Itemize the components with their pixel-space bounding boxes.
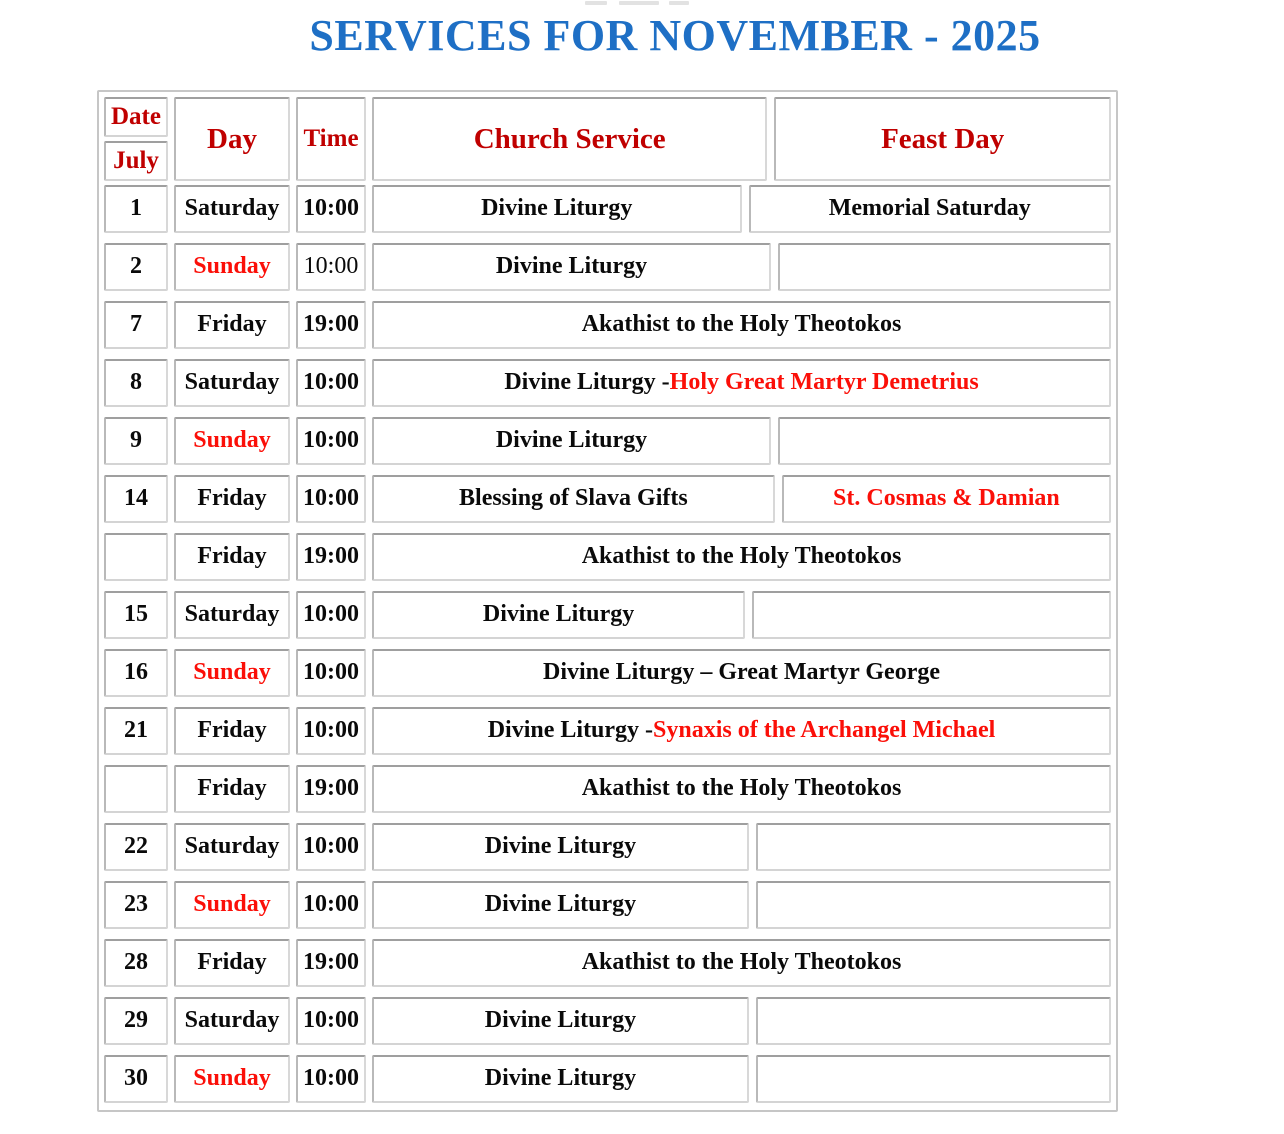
church-service-cell: Akathist to the Holy Theotokos — [372, 301, 1111, 349]
feast-day-cell — [778, 243, 1111, 291]
table-body — [104, 185, 1111, 1103]
table-row — [104, 823, 1111, 871]
day-cell: Saturday — [174, 823, 290, 871]
day-cell: Saturday — [174, 359, 290, 407]
service-feast-area — [372, 823, 1111, 871]
church-service-cell: Divine Liturgy — [372, 1055, 749, 1103]
service-feast-area — [372, 997, 1111, 1045]
service-feast-area — [372, 185, 1111, 233]
church-service-cell: Divine Liturgy — [372, 881, 749, 929]
date-cell: 22 — [104, 823, 168, 871]
day-cell: Sunday — [174, 649, 290, 697]
service-feast-area — [372, 533, 1111, 581]
service-feast-area — [372, 475, 1111, 523]
date-cell: 1 — [104, 185, 168, 233]
date-cell: 16 — [104, 649, 168, 697]
feast-day-cell — [752, 591, 1111, 639]
table-row — [104, 707, 1111, 755]
date-cell: 7 — [104, 301, 168, 349]
page-title: SERVICES FOR NOVEMBER - 2025 — [309, 11, 1041, 60]
time-cell: 19:00 — [296, 765, 366, 813]
church-service-cell: Divine Liturgy - Holy Great Martyr Demetrius — [372, 359, 1111, 407]
day-cell: Sunday — [174, 1055, 290, 1103]
table-header-row — [104, 97, 1111, 181]
time-cell: 10:00 — [296, 243, 366, 291]
day-cell: Friday — [174, 939, 290, 987]
table-row — [104, 997, 1111, 1045]
service-feast-area — [372, 243, 1111, 291]
time-cell: 10:00 — [296, 649, 366, 697]
day-cell: Sunday — [174, 243, 290, 291]
service-feast-area — [372, 1055, 1111, 1103]
church-service-cell: Divine Liturgy — [372, 997, 749, 1045]
time-header-cell: Time — [296, 97, 366, 181]
day-cell: Friday — [174, 533, 290, 581]
time-cell: 19:00 — [296, 301, 366, 349]
time-cell: 10:00 — [296, 417, 366, 465]
date-header-cell: Date — [104, 97, 168, 137]
church-service-cell: Akathist to the Holy Theotokos — [372, 533, 1111, 581]
date-cell: 8 — [104, 359, 168, 407]
time-cell: 19:00 — [296, 939, 366, 987]
date-cell: 2 — [104, 243, 168, 291]
time-cell: 10:00 — [296, 707, 366, 755]
church-service-cell: Divine Liturgy – Great Martyr George — [372, 649, 1111, 697]
service-feast-area — [372, 939, 1111, 987]
date-cell: 28 — [104, 939, 168, 987]
service-feast-area — [372, 359, 1111, 407]
cropped-heading-artifact — [585, 0, 691, 7]
table-row — [104, 533, 1111, 581]
time-cell: 10:00 — [296, 823, 366, 871]
day-cell: Sunday — [174, 881, 290, 929]
service-feast-area — [372, 417, 1111, 465]
feast-day-header-cell: Feast Day — [774, 97, 1111, 181]
date-cell: 14 — [104, 475, 168, 523]
feast-day-cell — [756, 997, 1111, 1045]
feast-day-cell: Memorial Saturday — [749, 185, 1112, 233]
time-cell: 10:00 — [296, 997, 366, 1045]
time-cell: 10:00 — [296, 881, 366, 929]
church-service-cell: Akathist to the Holy Theotokos — [372, 765, 1111, 813]
church-service-cell: Divine Liturgy - Synaxis of the Archangel Michael — [372, 707, 1111, 755]
service-feast-header-area — [372, 97, 1111, 181]
table-row — [104, 301, 1111, 349]
month-header-cell: July — [104, 141, 168, 181]
service-feast-area — [372, 649, 1111, 697]
day-cell: Sunday — [174, 417, 290, 465]
time-cell: 10:00 — [296, 591, 366, 639]
table-row — [104, 649, 1111, 697]
date-cell: 29 — [104, 997, 168, 1045]
time-cell: 10:00 — [296, 359, 366, 407]
day-cell: Friday — [174, 475, 290, 523]
time-cell: 10:00 — [296, 475, 366, 523]
date-cell: 23 — [104, 881, 168, 929]
day-cell: Saturday — [174, 591, 290, 639]
service-feast-area — [372, 707, 1111, 755]
table-row — [104, 417, 1111, 465]
table-row — [104, 475, 1111, 523]
service-feast-area — [372, 765, 1111, 813]
table-row — [104, 765, 1111, 813]
service-feast-area — [372, 301, 1111, 349]
day-cell: Friday — [174, 765, 290, 813]
day-cell: Saturday — [174, 997, 290, 1045]
day-cell: Friday — [174, 301, 290, 349]
day-cell: Friday — [174, 707, 290, 755]
time-cell: 10:00 — [296, 1055, 366, 1103]
feast-day-cell: St. Cosmas & Damian — [782, 475, 1111, 523]
date-cell: 9 — [104, 417, 168, 465]
church-service-cell: Divine Liturgy — [372, 591, 745, 639]
church-service-cell: Divine Liturgy — [372, 417, 771, 465]
feast-day-cell — [756, 881, 1111, 929]
table-row — [104, 591, 1111, 639]
church-service-cell: Blessing of Slava Gifts — [372, 475, 775, 523]
church-service-cell: Divine Liturgy — [372, 185, 742, 233]
time-cell: 10:00 — [296, 185, 366, 233]
date-cell: 21 — [104, 707, 168, 755]
church-service-cell: Divine Liturgy — [372, 243, 771, 291]
feast-day-cell — [756, 823, 1111, 871]
table-row — [104, 243, 1111, 291]
day-cell: Saturday — [174, 185, 290, 233]
table-row — [104, 359, 1111, 407]
date-cell: 30 — [104, 1055, 168, 1103]
table-row — [104, 881, 1111, 929]
date-cell: 15 — [104, 591, 168, 639]
services-table — [97, 90, 1118, 1112]
table-row — [104, 939, 1111, 987]
feast-day-cell — [756, 1055, 1111, 1103]
date-cell — [104, 765, 168, 813]
date-header-stack — [104, 97, 168, 181]
feast-day-cell — [778, 417, 1111, 465]
service-feast-area — [372, 591, 1111, 639]
church-service-cell: Akathist to the Holy Theotokos — [372, 939, 1111, 987]
table-row — [104, 185, 1111, 233]
date-cell — [104, 533, 168, 581]
church-service-cell: Divine Liturgy — [372, 823, 749, 871]
time-cell: 19:00 — [296, 533, 366, 581]
service-feast-area — [372, 881, 1111, 929]
day-header-cell: Day — [174, 97, 290, 181]
table-row — [104, 1055, 1111, 1103]
church-service-header-cell: Church Service — [372, 97, 767, 181]
